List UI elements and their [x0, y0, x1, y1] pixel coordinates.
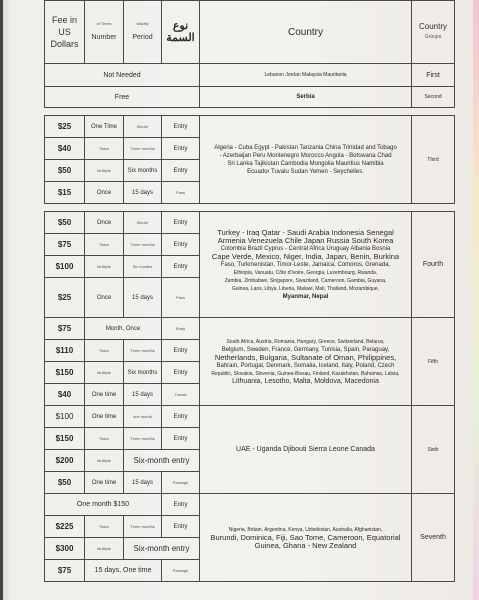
third-countries-line: Ecuador Tuvalu Sudan Yemen - Seychelles.	[247, 168, 364, 175]
entry-cell: Entry	[162, 234, 200, 256]
table-row: $40	[45, 138, 85, 160]
table-row: $225	[45, 516, 85, 538]
period-cell: Three months	[124, 138, 162, 160]
entry-cell: Passage	[162, 560, 200, 582]
table-row: $75	[45, 234, 85, 256]
fifth-countries	[200, 318, 412, 406]
number-cell: 15 days, One time	[85, 560, 162, 582]
page-edge-left	[0, 0, 3, 600]
visa-fee-table	[44, 0, 455, 582]
fifth-countries-line: Lithuania, Lesotho, Malta, Moldova, Macedonia	[232, 377, 379, 385]
table-row: $300	[45, 538, 85, 560]
fifth-countries-line: South Africa, Austria, Romania, Hungary, Greece, Switzerland, Belarus,	[226, 338, 385, 345]
third-countries-line: - Azerbaijan Peru Montenegro Morocco Angola - Botswana Chad	[219, 152, 392, 159]
entry-cell: Entry	[162, 138, 200, 160]
table-row: $15	[45, 182, 85, 204]
header-period: Period	[132, 33, 153, 41]
number-cell: Twice	[85, 138, 124, 160]
number-cell: Once	[85, 182, 124, 204]
fourth-countries-line: Cape Verde, Mexico, Niger, India, Japan, Benin, Burkina	[211, 251, 400, 261]
entry-cell: Entry	[162, 362, 200, 384]
period-cell: 15 days	[124, 182, 162, 204]
period-cell: 15 days	[124, 384, 162, 406]
not-needed-countries: Lebanon Jordan Malaysia Mauritania	[200, 64, 412, 87]
seventh-countries	[200, 494, 412, 582]
fourth-countries-line: Turkey - Iraq Qatar - Saudi Arabia Indonesia Senegal	[217, 227, 394, 237]
number-cell: Multiple	[85, 362, 124, 384]
header-type-arabic: نوع السمة	[162, 1, 200, 64]
group-third: Third	[412, 116, 455, 204]
period-cell: Month	[124, 212, 162, 234]
period-cell: Three months	[124, 234, 162, 256]
seventh-countries-line: Guinea, Ghana - New Zealand	[254, 540, 357, 550]
third-countries-line: Sri Lanka Tajikistan Cambodia Mongolia Mauritius Namibia	[227, 160, 384, 167]
table-row: $50	[45, 472, 85, 494]
header-number-small: of Times	[96, 20, 112, 26]
number-cell: Multiple	[85, 538, 124, 560]
period-cell: Three months	[124, 516, 162, 538]
period-cell: Three months	[124, 428, 162, 450]
period-cell: 15 days	[124, 472, 162, 494]
number-cell: Twice	[85, 516, 124, 538]
number-cell: Multiple	[85, 256, 124, 278]
table-row: $50	[45, 212, 85, 234]
table-row: $100	[45, 406, 85, 428]
header-fee: Fee in US Dollars	[45, 1, 85, 64]
group-fifth: Fifth	[412, 318, 455, 406]
seventh-countries-line: Nigeria, Britain, Argentina, Kenya, Uzbekistan, Australia, Afghanistan,	[228, 526, 383, 533]
entry-cell: Passage	[162, 472, 200, 494]
fourth-countries-line: Myanmar, Nepal	[282, 293, 329, 300]
group-first: First	[412, 64, 455, 87]
entry-cell: Entry	[162, 428, 200, 450]
period-cell: 15 days	[124, 278, 162, 318]
free-label: Free	[45, 87, 200, 108]
group-seventh: Seventh	[412, 494, 455, 582]
header-country-groups	[412, 1, 455, 64]
header-period-cell	[124, 1, 162, 64]
fifth-countries-line: Bahrain, Portugal, Denmark, Somalia, Iceland, Italy, Poland, Czech	[216, 362, 395, 369]
sixth-countries: UAE - Uganda Djibouti Sierra Leone Canada	[200, 406, 412, 494]
number-cell: Once	[85, 278, 124, 318]
fourth-countries-line: Colombia Brazil Cyprus - Central Africa Uruguay Albania Bosnia	[220, 245, 391, 252]
table-row: $40	[45, 384, 85, 406]
number-cell: Once	[85, 212, 124, 234]
entry-cell: Entry	[162, 516, 200, 538]
table-row: $110	[45, 340, 85, 362]
fourth-countries	[200, 212, 412, 318]
number-cell: Multiple	[85, 160, 124, 182]
entry-cell: Transit	[162, 384, 200, 406]
number-cell: One time	[85, 384, 124, 406]
table-row: $150	[45, 428, 85, 450]
entry-cell: Entry	[162, 212, 200, 234]
table-row: $75	[45, 318, 85, 340]
number-cell: Twice	[85, 340, 124, 362]
header-number: Number	[91, 33, 117, 41]
number-cell: One time	[85, 472, 124, 494]
fifth-countries-line: Netherlands, Bulgaria, Sultanate of Oman, Philippines,	[214, 352, 397, 362]
period-cell: Month	[124, 116, 162, 138]
entry-cell: Pass	[162, 182, 200, 204]
table-row: $25	[45, 278, 85, 318]
period-cell: Six months	[124, 256, 162, 278]
table-row: $200	[45, 450, 85, 472]
period-cell: Six-month entry	[124, 538, 200, 560]
header-groups-country: Country	[418, 22, 447, 31]
group-fourth: Fourth	[412, 212, 455, 318]
table-row: $100	[45, 256, 85, 278]
period-cell: Six months	[124, 362, 162, 384]
entry-cell: Entry	[162, 494, 200, 516]
fifth-countries-line: Belgium, Sweden, France, Germany, Tunisia, Spain, Paraguay,	[221, 346, 390, 353]
table-row: $150	[45, 362, 85, 384]
table-row: One month $150	[45, 494, 162, 516]
entry-cell: Pass	[162, 278, 200, 318]
fourth-countries-line: Armenia Venezuela Chile Japan Russia South Korea	[217, 235, 394, 245]
entry-cell: Entry	[162, 256, 200, 278]
number-cell: One time	[85, 406, 124, 428]
third-countries-line: Algeria - Cuba Egypt - Pakistan Tanzania China Trinidad and Tobago	[214, 144, 397, 151]
seventh-countries-line: Burundi, Dominica, Fiji, Sao Tome, Cameroon, Equatorial	[210, 532, 401, 542]
entry-cell: Entry	[162, 160, 200, 182]
table-row: $50	[45, 160, 85, 182]
number-cell: One Time	[85, 116, 124, 138]
fourth-countries-line: Guinea, Laos, Libya, Liberia, Malawi, Mali, Thailand, Mozambique,	[231, 285, 380, 292]
fourth-countries-line: Faso, Turkmenistan, Timor-Leste, Jamaica, Comoros, Grenada,	[220, 261, 391, 268]
header-period-small: Validity	[136, 20, 149, 26]
period-cell: one month	[124, 406, 162, 428]
number-cell: Twice	[85, 428, 124, 450]
group-sixth: Sixth	[412, 406, 455, 494]
entry-cell: Entry	[162, 340, 200, 362]
group-second: Second	[412, 87, 455, 108]
fourth-countries-line: Zambia, Zimbabwe, Singapore, Swaziland, Cameroon, Gambia, Guyana,	[224, 277, 387, 284]
entry-cell: Entry	[162, 406, 200, 428]
third-countries	[200, 116, 412, 204]
not-needed-label: Not Needed	[45, 64, 200, 87]
header-groups: Groups	[424, 34, 442, 40]
header-number-cell	[85, 1, 124, 64]
table-row: $25	[45, 116, 85, 138]
period-cell: Three months	[124, 340, 162, 362]
period-cell: Six-month entry	[124, 450, 200, 472]
number-cell: Month, Once	[85, 318, 162, 340]
header-country: Country	[200, 1, 412, 64]
entry-cell: Entry	[162, 116, 200, 138]
number-cell: Twice	[85, 234, 124, 256]
number-cell: Multiple	[85, 450, 124, 472]
fourth-countries-line: Ethiopia, Vanuatu, Côte d'Ivoire, Georgia, Luxembourg, Rwanda,	[233, 269, 378, 276]
page-edge-right	[473, 0, 479, 600]
table-row: $75	[45, 560, 85, 582]
free-countries: Serbia	[200, 87, 412, 108]
period-cell: Six months	[124, 160, 162, 182]
entry-cell: Entry	[162, 318, 200, 340]
fifth-countries-line: Republic, Slovakia, Slovenia, Guinea-Bissau, Finland, Kazakhstan, Bahamas, Latvia,	[211, 370, 400, 377]
